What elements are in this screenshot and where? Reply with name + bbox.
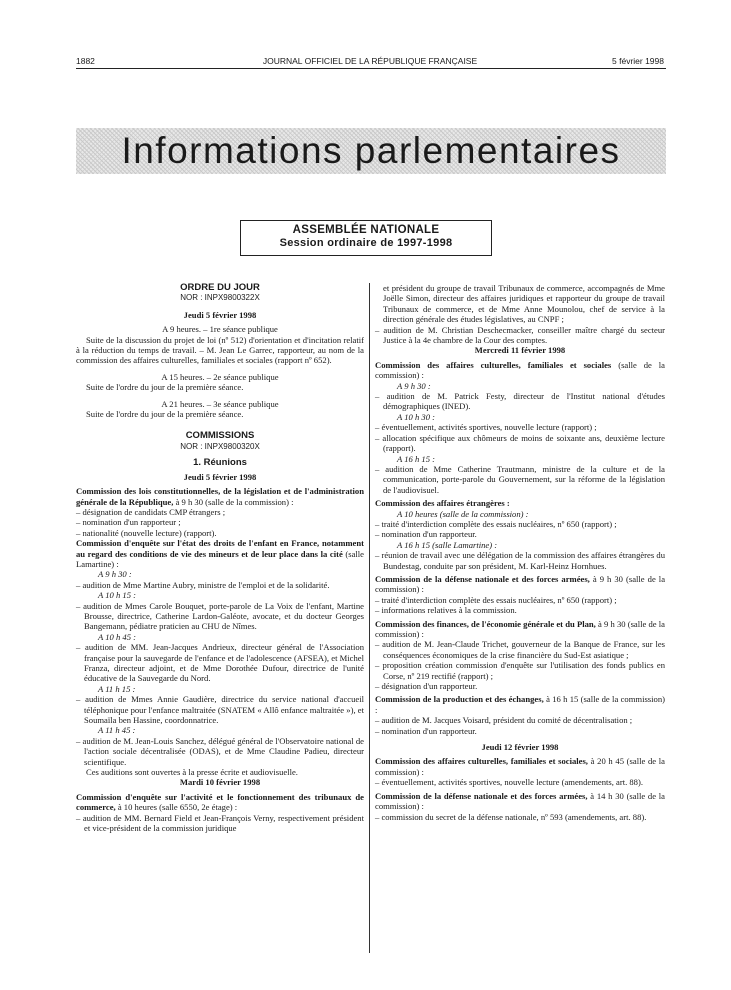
session-3-text: Suite de l'ordre du jour de la première séance. <box>86 409 244 420</box>
session-3-time: A 21 heures. – 3e séance publique <box>161 398 279 409</box>
list-item: – audition de Mmes Annie Gaudière, directrice du service national d'accueil téléphonique pour l'enfance maltraitée (SNATEM « Allô enfance maltraitée »), et Soumaïla ben Hassine, coordonnatrice. <box>76 694 364 726</box>
list-item: – nomination d'un rapporteur. <box>375 725 477 736</box>
time-label: A 10 h 15 : <box>98 590 137 601</box>
commission-affaires-etrangeres: Commission des affaires étrangères : <box>375 498 510 509</box>
assembly-box <box>240 220 492 256</box>
commission-defense: Commission de la défense nationale et des forces armées, à 9 h 30 (salle de la commission) : <box>375 573 666 595</box>
ordre-nor: NOR : INPX9800322X <box>180 293 260 303</box>
press-note: Ces auditions sont ouvertes à la presse écrite et audiovisuelle. <box>86 767 298 778</box>
page-number: 1882 <box>76 56 95 66</box>
list-item: – informations relatives à la commission. <box>375 605 517 616</box>
left-column <box>76 283 364 834</box>
commission-lois: Commission des lois constitutionnelles, de la législation et de l'administration générale de la République, à 9 h 30 (salle de la commission) : <box>76 486 364 507</box>
list-item: – éventuellement, activités sportives, nouvelle lecture (rapport) ; <box>375 422 597 433</box>
list-item: – commission du secret de la défense nationale, nº 593 (amendements, art. 88). <box>375 811 647 822</box>
list-item: – audition de Mme Martine Aubry, ministre de l'emploi et de la solidarité. <box>76 579 330 590</box>
list-item: – audition de M. Jacques Voisard, président du comité de décentralisation ; <box>375 715 633 726</box>
commission-affaires-culturelles-2: Commission des affaires culturelles, familiales et sociales, à 20 h 45 (salle de la commission) : <box>375 756 665 777</box>
time-label: A 11 h 45 : <box>98 725 136 736</box>
time-label: A 9 h 30 : <box>98 569 132 580</box>
list-item: – allocation spécifique aux chômeurs de moins de soixante ans, deuxième lecture (rapport). <box>375 432 665 454</box>
list-item: – audition de M. Jean-Claude Trichet, gouverneur de la Banque de France, sur les conséquences économiques de la crise financière du Sud-Est asiatique ; <box>375 639 665 660</box>
banner-title: Informations parlementaires <box>121 130 621 171</box>
list-item: – audition de Mme Catherine Trautmann, ministre de la culture et de la communication, porte-parole du Gouvernement, sur la réforme de la législation de l'audiovisuel. <box>375 463 665 495</box>
time-label: A 11 h 15 : <box>98 683 136 694</box>
list-item: – proposition création commission d'enquête sur l'utilisation des fonds publics en Corse, nº 219 rectifié (rapport) ; <box>375 660 665 681</box>
time-label: A 10 h 30 : <box>397 411 436 422</box>
commission-tribunaux: Commission d'enquête sur l'activité et le fonctionnement des tribunaux de commerce, à 10 heures (salle 6550, 2e étage) : <box>76 791 364 813</box>
assembly-name: ASSEMBLÉE NATIONALE <box>292 224 440 236</box>
ordre-date: Jeudi 5 février 1998 <box>183 309 257 320</box>
list-item: – désignation d'un rapporteur. <box>375 681 478 692</box>
commission-production: Commission de la production et des échanges, à 16 h 15 (salle de la commission) : <box>375 694 665 715</box>
session-2-time: A 15 heures. – 2e séance publique <box>161 371 279 382</box>
ordre-title: ORDRE DU JOUR <box>180 282 260 293</box>
column-divider <box>369 283 370 953</box>
list-item: – désignation de candidats CMP étrangers ; <box>76 506 226 517</box>
commission-enfant: Commission d'enquête sur l'état des droits de l'enfant en France, notamment au regard des conditions de vie des mineurs et de leur place dans la cité (salle Lamartine) : <box>76 538 364 569</box>
date-mardi-10: Mardi 10 février 1998 <box>179 777 261 788</box>
continued-text: et président du groupe de travail Tribunaux de commerce, accompagnés de Mme Joëlle Simon, directeur des affaires juridiques et rapporteur du groupe de travail Tribunaux de commerce, et de Mme Anne Mounolou, chef de service à la direction générale des études législatives, au CNPF ; <box>383 283 665 325</box>
list-item: – éventuellement, activités sportives, nouvelle lecture (amendements, art. 88). <box>375 777 643 788</box>
time-label: A 16 h 15 : <box>397 453 436 464</box>
commission-finances: Commission des finances, de l'économie générale et du Plan, à 9 h 30 (salle de la commission) : <box>375 618 665 639</box>
issue-date: 5 février 1998 <box>612 56 664 66</box>
list-item: – audition de Mmes Carole Bouquet, porte-parole de La Voix de l'enfant, Martine Brousse, directrice, Catherine Lardon-Galéote, avocate, et du docteur Georges Bangemann, pédiatre praticien au CHU de Nîmes. <box>76 600 364 632</box>
list-item: – nomination d'un rapporteur ; <box>76 517 181 528</box>
header-rule <box>76 68 666 69</box>
list-item: – audition de MM. Jean-Jacques Andrieux, directeur général de l'Association française pour la sauvegarde de l'enfance et de l'adolescence (AFSEA), et Michel Franza, directeur adjoint, et de Mme Dorothée Dufour, directrice de l'unité éducative de la Sauvegarde du Nord. <box>76 642 364 684</box>
date-mercredi-11: Mercredi 11 février 1998 <box>474 345 566 356</box>
list-item: – audition de M. Jean-Louis Sanchez, délégué général de l'Observatoire national de l'action sociale décentralisée (ODAS), et de Mme Claudine Padieu, directeur scientifique. <box>76 735 364 767</box>
commissions-nor: NOR : INPX9800320X <box>180 441 260 451</box>
commission-defense-2: Commission de la défense nationale et des forces armées, à 14 h 30 (salle de la commission) : <box>375 790 665 812</box>
list-item: – réunion de travail avec une délégation de la commission des affaires étrangères du Bundestag, conduite par son président, M. Karl-Heinz Hornhues. <box>375 550 665 571</box>
list-item: – nationalité (nouvelle lecture) (rapport). <box>76 527 217 538</box>
time-label: A 9 h 30 : <box>397 380 431 391</box>
list-item: – audition de MM. Bernard Field et Jean-François Verny, respectivement président et vice-président de la commission juridique <box>76 812 364 834</box>
time-label: A 10 h 45 : <box>98 631 137 642</box>
session-2-text: Suite de l'ordre du jour de la première séance. <box>86 382 244 393</box>
commission-affaires-culturelles: Commission des affaires culturelles, familiales et sociales (salle de la commission) : <box>375 359 665 381</box>
assembly-session: Session ordinaire de 1997-1998 <box>279 237 453 249</box>
time-label: A 10 heures (salle de la commission) : <box>397 508 529 519</box>
date-jeudi-12: Jeudi 12 février 1998 <box>481 742 559 753</box>
reunions-title: 1. Réunions <box>193 457 247 469</box>
session-1-time: A 9 heures. – 1re séance publique <box>162 324 278 335</box>
right-column <box>375 283 665 822</box>
section-banner <box>76 128 666 174</box>
session-1-text: Suite de la discussion du projet de loi (nº 512) d'orientation et d'incitation relatif à la réduction du temps de travail. – M. Jean Le Garrec, rapporteur, au nom de la commission des affaires culturelles, familiales et sociales (rapport nº 652). <box>76 334 364 366</box>
list-item: – audition de M. Christian Deschecmacker, conseiller maître chargé du secteur Justice à la 4e chambre de la Cour des comptes. <box>375 324 665 346</box>
commissions-title: COMMISSIONS <box>185 430 255 442</box>
list-item: – nomination d'un rapporteur. <box>375 529 477 540</box>
date-jeudi-5: Jeudi 5 février 1998 <box>183 471 257 482</box>
list-item: – audition de M. Patrick Festy, directeur de l'Institut national d'études démographiques (INED). <box>375 391 665 412</box>
journal-title: JOURNAL OFFICIEL DE LA RÉPUBLIQUE FRANÇAISE <box>262 56 478 66</box>
list-item: – traité d'interdiction complète des essais nucléaires, nº 650 (rapport) ; <box>375 594 617 605</box>
list-item: – traité d'interdiction complète des essais nucléaires, nº 650 (rapport) ; <box>375 518 617 529</box>
time-label: A 16 h 15 (salle Lamartine) : <box>397 539 498 550</box>
